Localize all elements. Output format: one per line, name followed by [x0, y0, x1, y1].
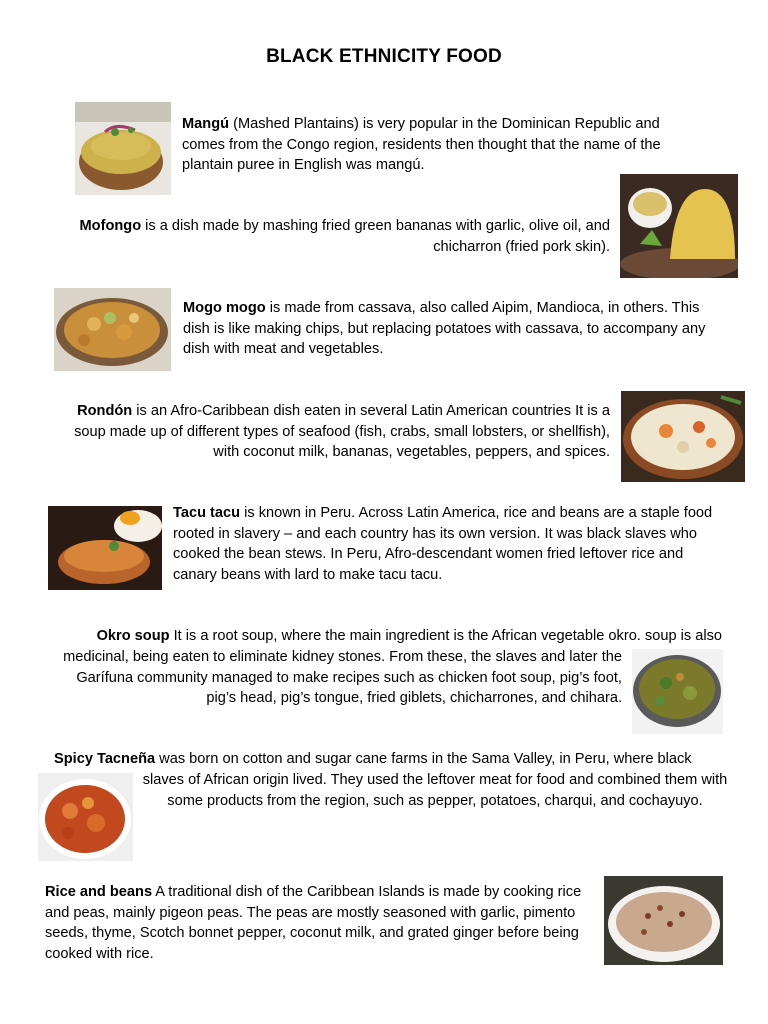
dish-tacu-tacu: Tacu tacu is known in Peru. Across Latin America, rice and beans are a staple food rooted in slavery – and each country has its own version. It was black slaves who cooked the bean stews. In Peru, Afro-descendant women fried leftover rice and canary beans with lard to make tacu tacu.: [173, 505, 713, 583]
dish-mangu: Mangú (Mashed Plantains) is very popular in the Dominican Republic and comes from the Congo region, residents then thought that the name of the plantain puree in English was mangú.: [182, 116, 661, 174]
mangu-photo: [75, 102, 171, 195]
spicy-tacnena-photo: [38, 773, 133, 861]
dish-mofongo: Mofongo is a dish made by mashing fried green bananas with garlic, olive oil, and chicharron (fried pork skin).: [79, 218, 610, 255]
dish-okro-soup-line1: Okro soup It is a root soup, where the main ingredient is the African vegetable okro. soup is also: [96, 628, 722, 644]
rondon-photo: [621, 391, 745, 482]
dish-okro-soup-rest: medicinal, being eaten to eliminate kidney stones. From these, the slaves and later the Garífuna community managed to make recipes such as chicken foot soup, pig’s foot, pig’s head, pig’s tongue, fried giblets, chicharrones, and chihara.: [63, 649, 622, 707]
dish-mogo-mogo: Mogo mogo is made from cassava, also called Aipim, Mandioca, in others. This dish is like making chips, but replacing potatoes with cassava, to accompany any dish with meat and vegetables.: [183, 300, 706, 358]
rice-and-beans-photo: [604, 876, 723, 965]
dish-spicy-tacnena-rest: slaves of African origin lived. They used the leftover meat for food and combined them with some products from the region, such as pepper, potatoes, charqui, and cochayuyo.: [142, 772, 728, 809]
mofongo-photo: [620, 174, 738, 278]
page-title: BLACK ETHNICITY FOOD: [266, 46, 502, 67]
tacu-tacu-photo: [48, 506, 162, 590]
dish-rice-and-beans: Rice and beans A traditional dish of the Caribbean Islands is made by cooking rice and peas, mainly pigeon peas. The peas are mostly seasoned with garlic, pimento seeds, thyme, Scotch bonnet pepper, coconut milk, and grated ginger before being cooked with rice.: [45, 884, 582, 962]
okro-soup-photo: [632, 649, 723, 734]
dish-spicy-tacnena-line1: Spicy Tacneña was born on cotton and sugar cane farms in the Sama Valley, in Peru, where black: [54, 751, 692, 767]
mogo-mogo-photo: [54, 288, 171, 371]
dish-rondon: Rondón is an Afro-Caribbean dish eaten in several Latin American countries It is a soup made up of different types of seafood (fish, crabs, small lobsters, or shellfish), with coconut milk, bananas, vegetables, peppers, and spices.: [74, 403, 610, 461]
